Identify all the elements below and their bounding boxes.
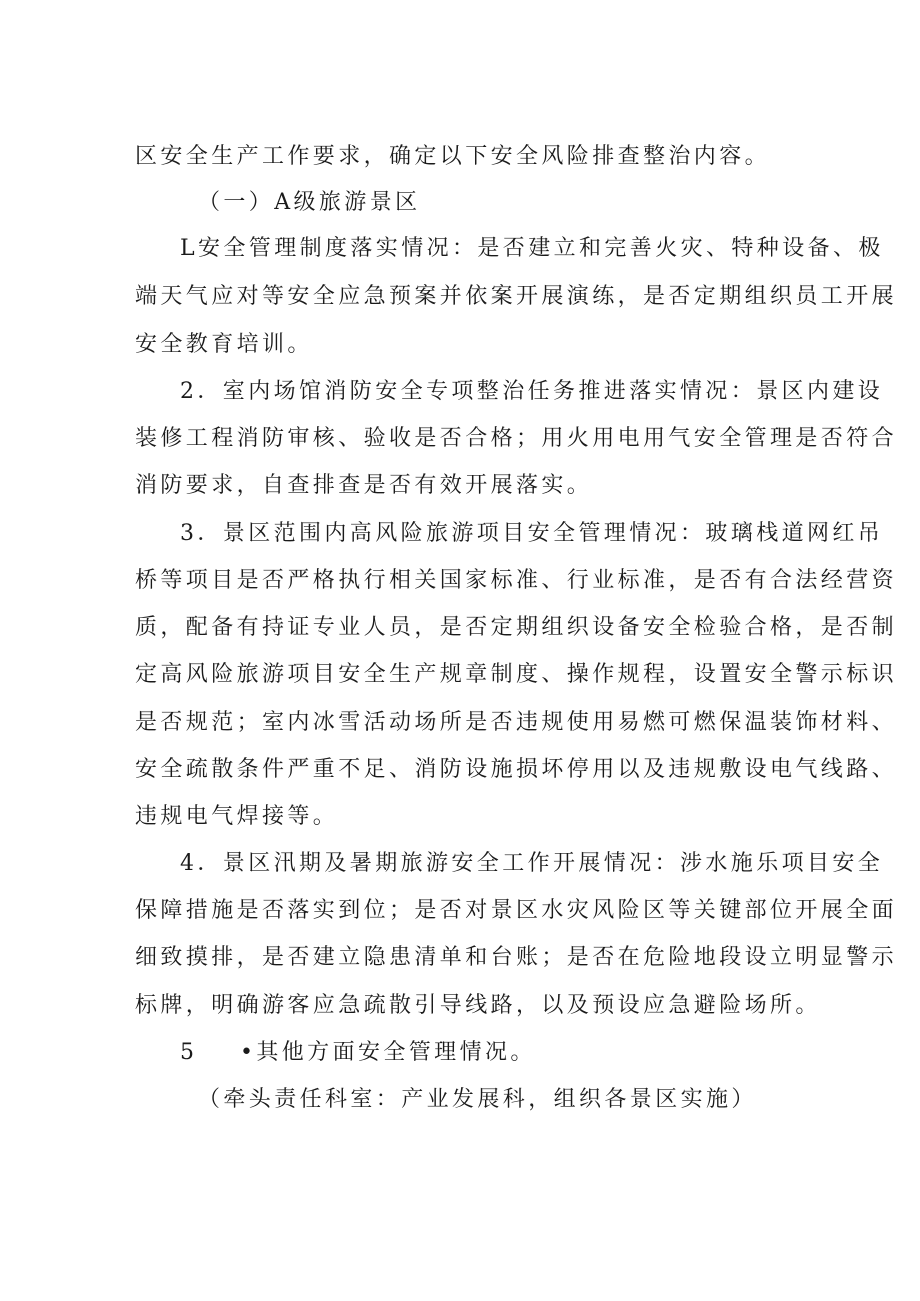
responsible-note: （牵头责任科室：产业发展科，组织各景区实施） [198, 1087, 757, 1112]
paragraph-line: 安全疏散条件严重不足、消防设施损坏停用以及违规敷设电气线路、 [135, 757, 898, 782]
paragraph-line: 4．景区汛期及暑期旅游安全工作开展情况：涉水施乐项目安全 [180, 851, 884, 876]
paragraph-line: 安全教育培训。 [135, 332, 313, 357]
paragraph-line: 端天气应对等安全应急预案并依案开展演练，是否定期组织员工开展 [135, 284, 898, 309]
paragraph-line: 标牌，明确游客应急疏散引导线路，以及预设应急避险场所。 [135, 993, 821, 1018]
paragraph-line: 质，配备有持证专业人员，是否定期组织设备安全检验合格，是否制 [135, 615, 898, 640]
paragraph-line: •其他方面安全管理情况。 [240, 1040, 536, 1065]
paragraph-line: 保障措施是否落实到位；是否对景区水灾风险区等关键部位开展全面 [135, 898, 898, 923]
section-heading: （一）A级旅游景区 [198, 190, 421, 215]
paragraph-line: 区安全生产工作要求，确定以下安全风险排查整治内容。 [135, 144, 771, 169]
paragraph-line: 违规电气焊接等。 [135, 804, 339, 829]
paragraph-line: 桥等项目是否严格执行相关国家标准、行业标准，是否有合法经营资 [135, 568, 898, 593]
paragraph-line: 是否规范；室内冰雪活动场所是否违规使用易燃可燃保温装饰材料、 [135, 710, 898, 735]
paragraph-line: 消防要求，自查排查是否有效开展落实。 [135, 473, 593, 498]
paragraph-line: 定高风险旅游项目安全生产规章制度、操作规程，设置安全警示标识 [135, 662, 898, 687]
paragraph-line: 3．景区范围内高风险旅游项目安全管理情况：玻璃栈道网红吊 [180, 521, 884, 546]
item-number: 5 [180, 1040, 194, 1065]
paragraph-line: 装修工程消防审核、验收是否合格；用火用电用气安全管理是否符合 [135, 426, 898, 451]
paragraph-line: 细致摸排，是否建立隐患清单和台账；是否在危险地段设立明显警示 [135, 945, 898, 970]
paragraph-line: 2．室内场馆消防安全专项整治任务推进落实情况：景区内建设 [180, 379, 884, 404]
paragraph-line: L安全管理制度落实情况：是否建立和完善火灾、特种设备、极 [180, 236, 884, 261]
